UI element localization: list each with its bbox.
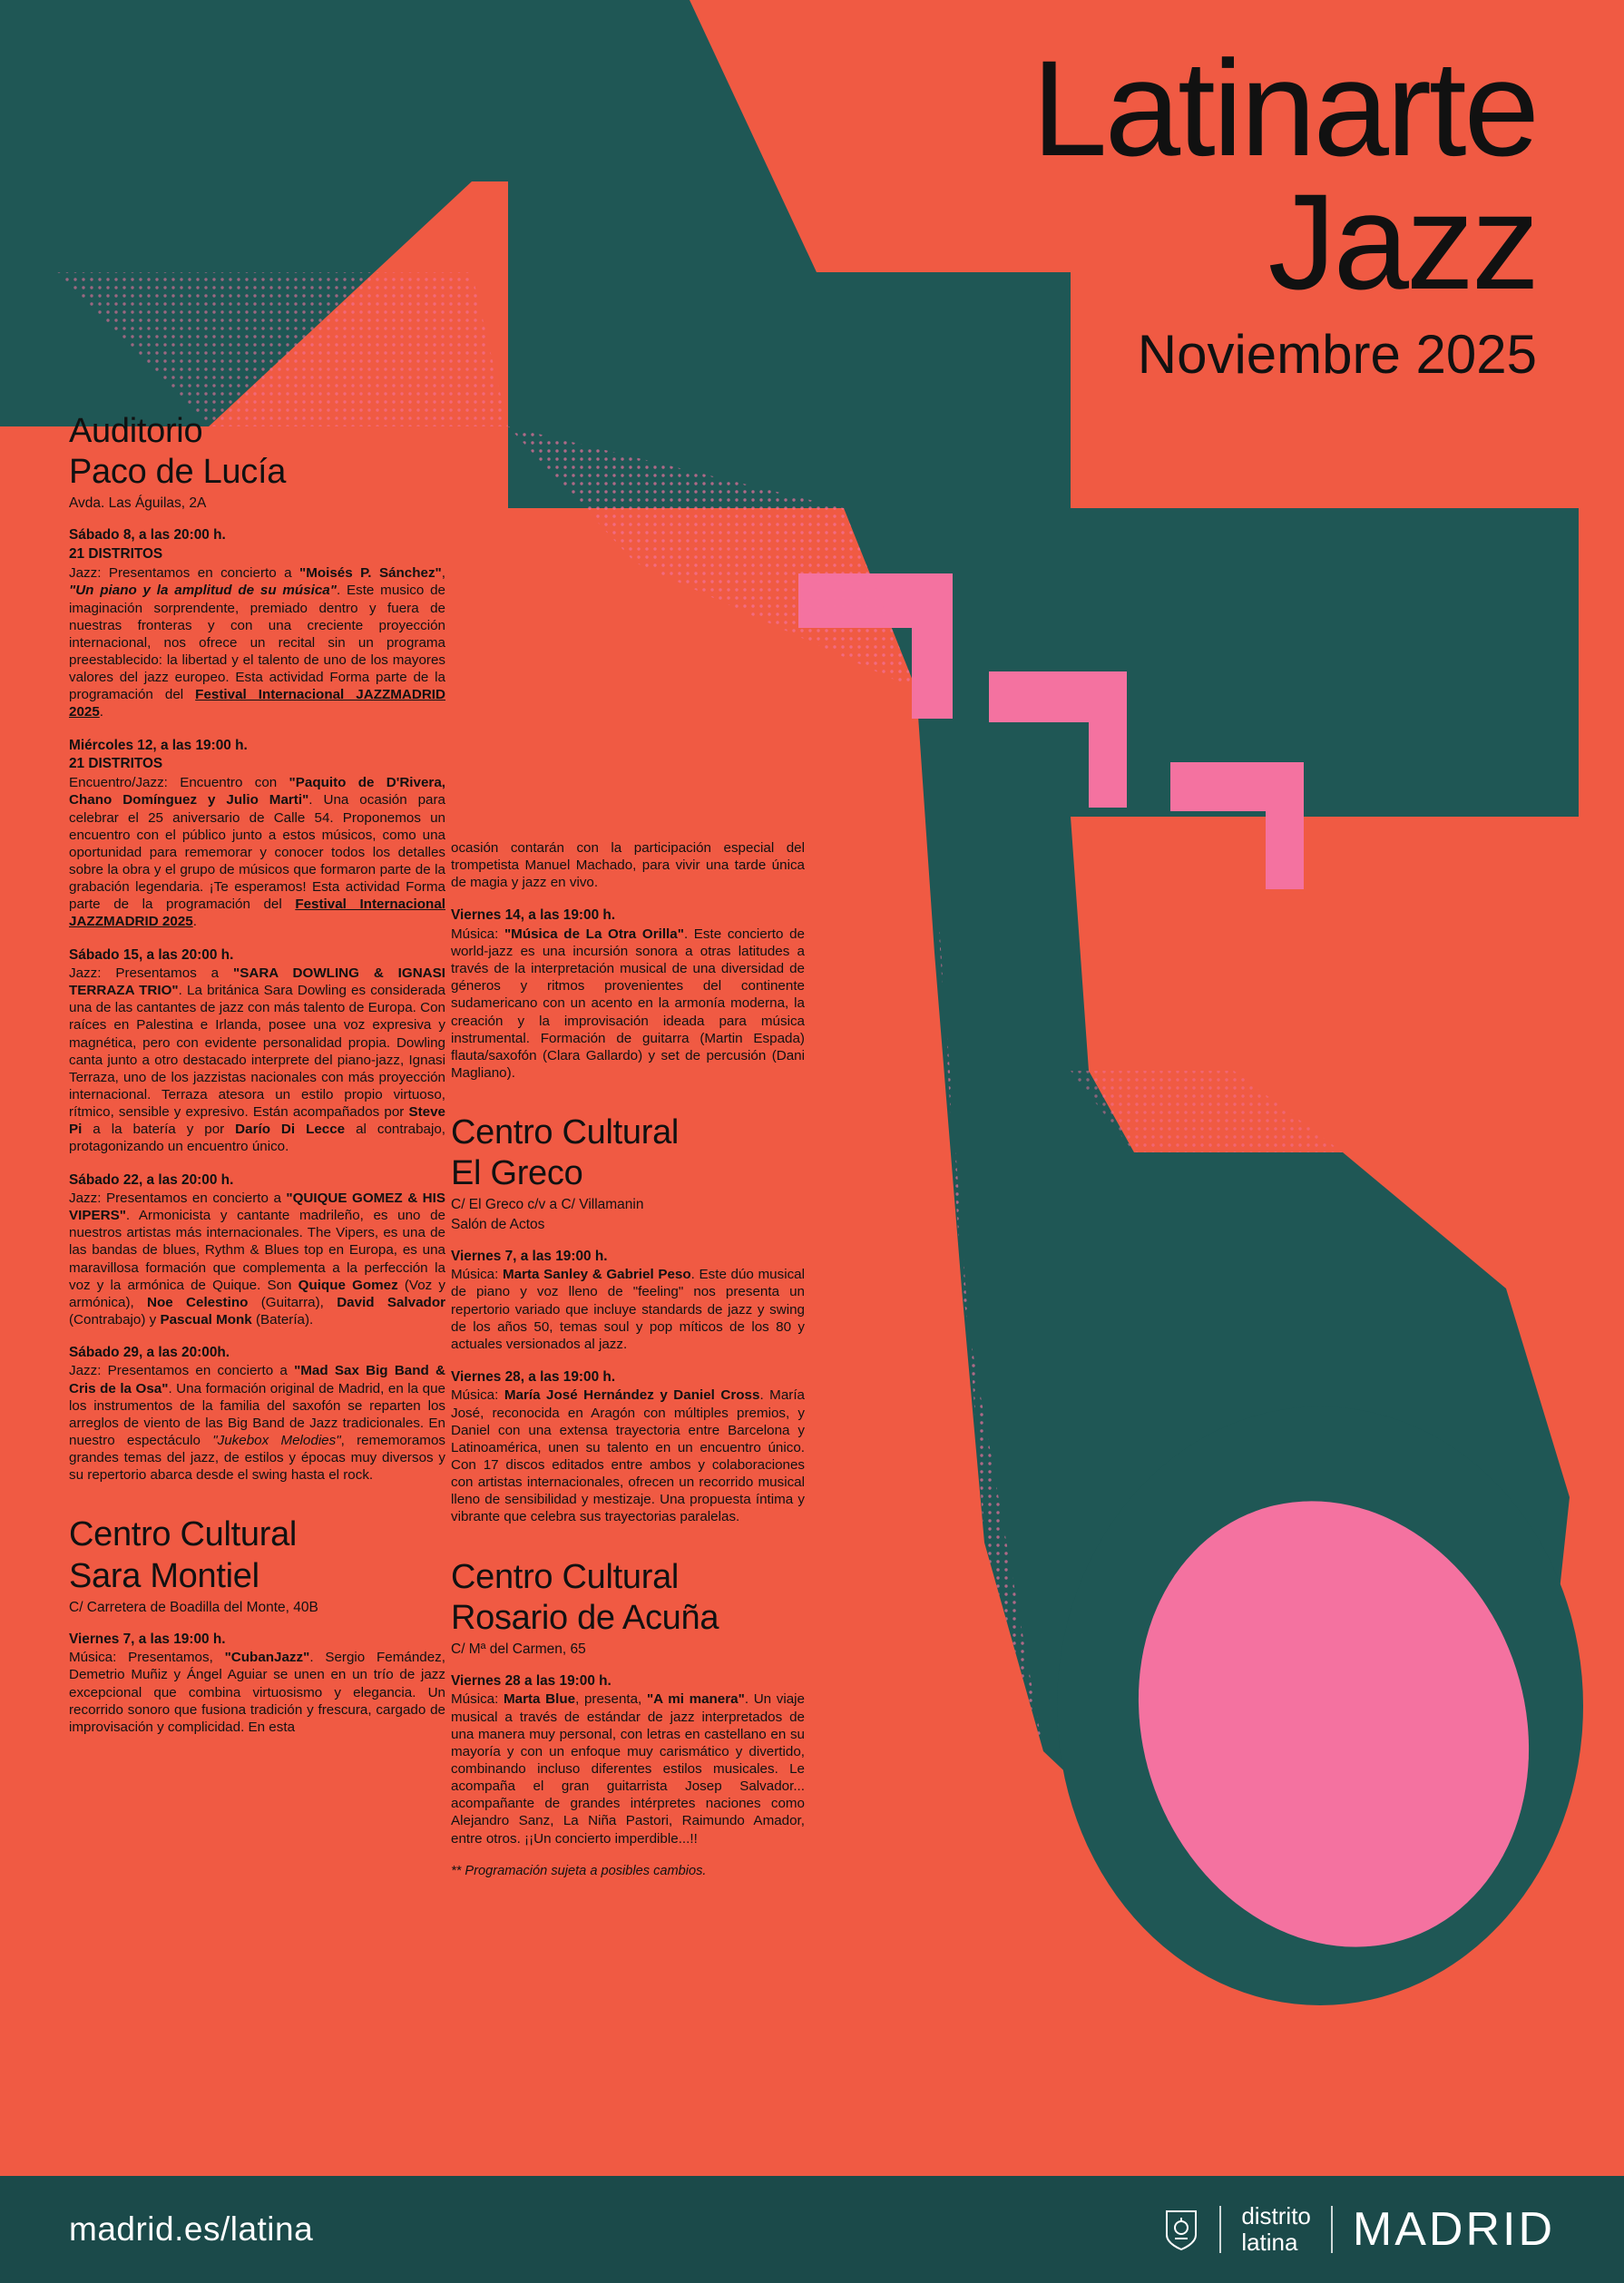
venue-name-line1: Auditorio	[69, 412, 203, 450]
footer-distrito-line2: latina	[1241, 2229, 1298, 2256]
session-when: Viernes 28 a las 19:00 h.	[451, 1672, 611, 1689]
session-when: Miércoles 12, a las 19:00 h.	[69, 737, 248, 753]
session-body: Jazz: Presentamos en concierto a "Moisés P. Sánchez", "Un piano y la amplitud de su música". Este musico de imaginación sorprendente, premiado dentro y fuera de nuestras fronteras y con una creciente proyección internacional, nos ofrece un recital sin un programa preestablecido: la libertad y el talento de uno de los mayores valores del jazz europeo. Esta actividad Forma parte de la programación del Festival Internacional JAZZMADRID 2025.	[69, 565, 445, 720]
venue-address: C/ Carretera de Boadilla del Monte, 40B	[69, 1599, 318, 1615]
session-body: Jazz: Presentamos en concierto a "QUIQUE GOMEZ & HIS VIPERS". Armonicista y cantante madrileño, es uno de nuestros artistas más internacionales. The Vipers, es una de las bandas de blues, Rythm & Blues top en Europa, es una maravillosa formación que complementa a la perfección la voz y la armónica de Quique. Son Quique Gomez (Voz y armónica), Noe Celestino (Guitarra), David Salvador (Contrabajo) y Pascual Monk (Batería).	[69, 1190, 446, 1328]
venue-name-line1: Centro Cultural	[69, 1515, 298, 1554]
venue-address-line1: C/ El Greco c/v a C/ Villamanin	[451, 1197, 644, 1213]
programming-disclaimer: ** Programación sujeta a posibles cambios.	[451, 1863, 707, 1878]
session-item	[69, 1631, 445, 1736]
footer-divider-2	[1331, 2206, 1333, 2253]
venue-address: C/ Mª del Carmen, 65	[451, 1641, 586, 1657]
venue-name-line2: Sara Montiel	[69, 1556, 259, 1595]
session-body: Música: "Música de La Otra Orilla". Este concierto de world-jazz es una incursión sonora a otras latitudes a través de la interpretación musical de una diversidad de géneros y ritmos provenientes del continente sudamericano con un acento en la armonía moderna, la creación y la improvisación ideada para música instrumental. Formación de guitarra (Martin Espada) flauta/saxofón (Clara Gallardo) y set de percusión (Dani Magliano).	[451, 926, 805, 1081]
poster-title-line1: Latinarte	[1032, 32, 1537, 184]
footer-website-url[interactable]: madrid.es/latina	[69, 2210, 314, 2248]
venue-rosario-de-acuna	[451, 1559, 805, 1658]
session-when: Viernes 7, a las 19:00 h.	[69, 1631, 226, 1647]
venue-address-line2: Salón de Actos	[451, 1216, 545, 1232]
venue-name-line1: Centro Cultural	[451, 1557, 680, 1596]
session-item	[451, 1248, 805, 1353]
session-body: Música: María José Hernández y Daniel Cross. María José, reconocida en Aragón con múltiples premios, y Daniel con una extensa trayectoria entre Barcelona y Latinoamérica, unen su talento en un encuentro único. Con 17 discos editados entre ambos y colaboraciones con artistas internacionales, ofrecen un recorrido musical lleno de sensibilidad y mestizaje. Una propuesta íntima y vibrante que celebra sus trayectorias paralelas.	[451, 1387, 805, 1525]
session-when: Viernes 28, a las 19:00 h.	[451, 1369, 616, 1386]
session-item	[69, 1344, 445, 1484]
venue-name-line1: Centro Cultural	[451, 1113, 680, 1152]
venue-address: Avda. Las Águilas, 2A	[69, 495, 207, 512]
footer-distrito	[1241, 2203, 1311, 2256]
session-item-continued	[451, 839, 805, 891]
session-item	[69, 526, 445, 720]
session-body: Música: Marta Sanley & Gabriel Peso. Este dúo musical de piano y voz lleno de "feeling" nos presenta un repertorio variado que incluye standards de jazz y swing de los años 50, temas soul y pop míticos de los 80 y actuales versionados al jazz.	[451, 1267, 806, 1352]
footer-branding	[1163, 2202, 1555, 2257]
session-item	[69, 946, 445, 1156]
session-when: Sábado 22, a las 20:00 h.	[69, 1171, 234, 1188]
poster-subtitle: Noviembre 2025	[1137, 323, 1537, 385]
session-item	[69, 1171, 445, 1329]
session-program: 21 DISTRITOS	[69, 545, 163, 562]
session-when: Sábado 8, a las 20:00 h.	[69, 527, 226, 544]
session-body: Música: Marta Blue, presenta, "A mi manera". Un viaje musical a través de estándar de jazz interpretados de una manera muy personal, con letras en castellano en su mayoría y con un enfoque muy carismático y divertido, combinando incluso diferentes estilos musicales. Le acompaña el gran guitarrista Josep Salvador... acompañante de grandes intérpretes naciones como Alejandro Sanz, La Niña Pastori, Raimundo Amador, entre otros. ¡¡Un concierto imperdible...!!	[451, 1691, 805, 1847]
column-right	[451, 839, 805, 1879]
session-program: 21 DISTRITOS	[69, 755, 163, 771]
session-item	[451, 906, 805, 1082]
footer-distrito-line1: distrito	[1241, 2201, 1311, 2229]
madrid-coat-of-arms-icon	[1163, 2208, 1199, 2251]
venue-name-line2: El Greco	[451, 1154, 583, 1193]
session-body: Jazz: Presentamos a "SARA DOWLING & IGNASI TERRAZA TRIO". La británica Sara Dowling es considerada una de las cantantes de jazz con más talento de Europa. Con raíces en Palestina e Irlanda, posee una voz expresiva y magnética, pero con evidente personalidad propia. Dowling canta junto a otro destacado interprete del piano-jazz, Ignasi Terraza, uno de los jazzistas nacionales con más proyección internacional. Terraza atesora un estilo propio virtuoso, rítmico, sensible y expresivo. Están acompañados por Steve Pi a la batería y por Darío Di Lecce al contrabajo, protagonizando un encuentro único.	[69, 965, 446, 1155]
session-when: Viernes 7, a las 19:00 h.	[451, 1248, 608, 1264]
venue-sara-montiel	[69, 1516, 445, 1615]
venue-auditorio	[69, 413, 445, 512]
venue-name-line2: Paco de Lucía	[69, 453, 287, 492]
session-body: Música: Presentamos, "CubanJazz". Sergio Femández, Demetrio Muñiz y Ángel Aguiar se unen en un trío de jazz excepcional que combina virtuosismo y elegancia. Un recorrido sonoro que fusiona tradición y frescura, cargado de improvisación y complicidad. En esta	[69, 1650, 445, 1735]
session-item	[69, 737, 445, 931]
session-item	[451, 1672, 805, 1847]
session-when: Sábado 29, a las 20:00h.	[69, 1345, 230, 1361]
footer-city-name: MADRID	[1352, 2203, 1555, 2256]
session-body: Jazz: Presentamos en concierto a "Mad Sax Big Band & Cris de la Osa". Una formación original de Madrid, en la que los instrumentos de la familia del saxofón se reparten los arreglos de viento de las Big Band de Jazz tradicionales. En nuestro espectáculo "Jukebox Melodies", rememoramos grandes temas del jazz, de estilos y épocas muy diversos y su repertorio abarca desde el swing hasta el rock.	[69, 1363, 445, 1484]
session-body: Encuentro/Jazz: Encuentro con "Paquito de D'Rivera, Chano Domínguez y Julio Marti". Una ocasión para celebrar el 25 aniversario de Calle 54. Proponemos un encuentro con el público junto a estos músicos, como una oportunidad para rememorar y conocer todos los detalles sobre la obra y el grupo de músicos que formaron parte de la grabación legendaria. ¡Te esperamos! Esta actividad Forma parte de la programación del Festival Internacional JAZZMADRID 2025.	[69, 775, 446, 930]
poster-title-line2: Jazz	[1267, 164, 1537, 318]
session-item	[451, 1368, 805, 1526]
poster-header	[1032, 32, 1537, 387]
venue-name-line2: Rosario de Acuña	[451, 1598, 719, 1637]
venue-el-greco	[451, 1114, 805, 1233]
session-body: ocasión contarán con la participación especial del trompetista Manuel Machado, para vivir una tarde única de magia y jazz en vivo.	[451, 840, 805, 891]
footer-divider	[1219, 2206, 1221, 2253]
session-when: Sábado 15, a las 20:00 h.	[69, 946, 234, 963]
poster-footer	[0, 2176, 1624, 2283]
column-left	[69, 413, 445, 1751]
session-when: Viernes 14, a las 19:00 h.	[451, 907, 616, 924]
